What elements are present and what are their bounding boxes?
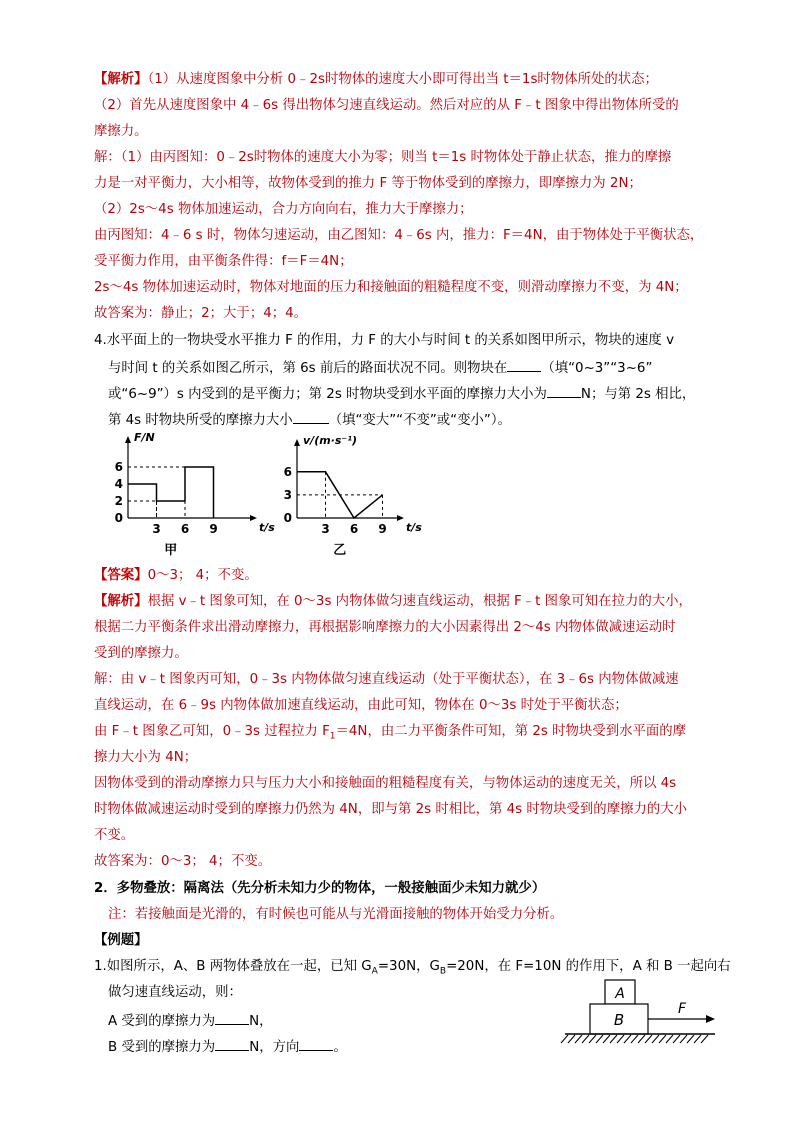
y-tick-label: 2 [114,494,123,508]
question-4-line [108,409,511,431]
solution-line: 解：（1）由丙图知：0﹣2s时物体的速度大小为零；则当 t＝1s 时物体处于静止状态，推力的摩擦 [94,150,672,165]
question-text: 第 4s 时物块所受的摩擦力大小 [108,413,293,428]
y-tick-label: 0 [114,511,123,525]
x-axis-label: t/s [406,521,422,534]
question-1-line [108,1010,273,1032]
question-4-line: 4.水平面上的一物块受水平推力 F 的作用，力 F 的大小与时间 t 的关系如图甲所示，物块的速度 v [94,333,674,348]
section-note: 注：若接触面是光滑的，有时候也可能从与光滑面接触的物体开始受力分析。 [108,907,564,922]
y-tick-label: 4 [114,477,123,491]
y-axis-arrow [294,439,300,446]
solution-line: 由丙图知：4﹣6 s 时，物体匀速运动，由乙图知：4﹣6s 内，推力：F＝4N，由于物体处于平衡状态， [94,228,704,243]
answer-blank[interactable] [215,1036,249,1051]
subscript: 1 [329,731,336,742]
x-tick-label: 6 [180,522,190,536]
question-text: （填“变大”“不变”或“变小”）。 [328,413,511,428]
chart-caption: 乙 [333,543,347,558]
y-tick-label: 6 [283,464,292,479]
question-text: N， [249,1014,273,1029]
answer-label: 【答案】 [94,568,148,583]
stacked-blocks-figure [560,975,720,1050]
hatch-line [610,1035,617,1043]
force-label: F [678,1001,687,1017]
question-text: 1.如图所示，A、B 两物体叠放在一起，已知 G [94,959,372,974]
question-text: N，方向 [249,1040,300,1055]
answer-text: 0～3； 4；不变。 [147,568,258,583]
subscript: A [371,966,378,977]
analysis-text: （2）首先从速度图象中 4﹣6s 得出物体匀速直线运动。然后对应的从 F﹣t 图象中得出物体所受的 [94,98,679,113]
answer-blank[interactable] [215,1010,249,1025]
x-tick-label: 3 [321,522,330,536]
question-text: A 受到的摩擦力为 [108,1014,216,1029]
solution-line: 受平衡力作用，由平衡条件得：f＝F＝4N； [94,254,353,269]
answer-blank[interactable] [507,357,541,372]
ground-hatch [561,1035,708,1043]
force-arrowhead [706,1015,715,1023]
hatch-line [582,1035,589,1043]
hatch-line [645,1035,652,1043]
hatch-line [666,1035,673,1043]
solution-line: 不变。 [94,828,135,843]
y-axis-arrow [125,436,131,443]
x-axis-arrow [250,515,257,521]
analysis-line [94,70,658,90]
y-axis-label: v/(m·s⁻¹) [303,434,358,447]
analysis-line [94,96,679,116]
analysis-text: 摩擦力。 [94,124,148,139]
question-text: =20N，在 F=10N 的作用下，A 和 B 一起向右 [446,959,731,974]
chart-velocity-time [282,430,442,560]
solution-line: 2s～4s 物体加速运动时，物体对地面的压力和接触面的粗糙程度不变，则滑动摩擦力不变，为 4N； [94,280,688,295]
solution-line: 力是一对平衡力，大小相等，故物体受到的推力 F 等于物体受到的摩擦力，即摩擦力为 2N； [94,176,642,191]
question-1-line: 做匀速直线运动，则： [108,985,242,1000]
question-text: 与时间 t 的关系如图乙所示，第 6s 前后的路面状况不同。则物块在 [108,361,508,376]
analysis-line: 根据二力平衡条件求出滑动摩擦力，再根据影响摩擦力的大小因素得出 2～4s 内物体做减速运动时 [94,620,676,635]
analysis-label: 【解析】 [94,594,148,609]
question-text: （填“0~3”“3~6” [541,361,653,376]
x-tick-label: 9 [209,522,218,536]
solution-line: 故答案为：0～3； 4；不变。 [94,854,272,869]
hatch-line [687,1035,694,1043]
hatch-line [603,1035,610,1043]
analysis-text: （1）从速度图象中分析 0﹣2s时物体的速度大小即可得出当 t＝1s时物体所处的状态； [147,72,658,87]
question-text: =30N，G [377,959,440,974]
analysis-line [94,122,148,142]
solution-line [94,722,686,747]
y-axis-label: F/N [134,431,155,444]
example-label: 【例题】 [94,933,148,948]
question-text: B 受到的摩擦力为 [108,1040,216,1055]
block-b-label: B [613,1011,625,1029]
x-tick-label: 3 [152,522,161,536]
hatch-line [652,1035,659,1043]
solution-line: 因物体受到的滑动摩擦力只与压力大小和接触面的粗糙程度有关，与物体运动的速度无关，所以 4s [94,776,677,791]
hatch-line [561,1035,568,1043]
x-tick-label: 9 [378,522,387,536]
hatch-line [589,1035,596,1043]
hatch-line [617,1035,624,1043]
x-axis-label: t/s [259,521,275,534]
hatch-line [694,1035,701,1043]
hatch-line [568,1035,575,1043]
hatch-line [680,1035,687,1043]
hatch-line [575,1035,582,1043]
solution-line: 时物体做减速运动时受到的摩擦力仍然为 4N，即与第 2s 时相比，第 4s 时物块受到的摩擦力的大小 [94,802,688,817]
chart-caption: 甲 [164,543,178,558]
y-tick-label: 0 [283,511,292,525]
answer-line [94,566,258,586]
section-title: 2．多物叠放：隔离法（先分析未知力少的物体，一般接触面少未知力就少） [94,881,546,896]
x-tick-label: 6 [349,522,359,536]
answer-blank[interactable] [293,409,329,424]
hatch-line [624,1035,631,1043]
analysis-line: 受到的摩擦力。 [94,646,188,661]
hatch-line [701,1035,708,1043]
solution-line: 直线运动，在 6﹣9s 内物体做加速直线运动，由此可知，物体在 0～3s 时处于平衡状态； [94,698,628,713]
solution-line: 擦力大小为 4N； [94,750,198,765]
y-tick-label: 3 [283,487,292,502]
y-tick-label: 6 [114,460,123,474]
analysis-label: 【解析】 [94,72,148,87]
analysis-text: 根据 v﹣t 图象可知，在 0～3s 内物体做匀速直线运动，根据 F﹣t 图象可知在拉力的大小， [147,594,692,609]
solution-line: 故答案为：静止；2；大于；4；4。 [94,306,308,321]
question-text: N；与第 2s 相比， [580,387,696,402]
x-axis-arrow [397,515,404,521]
hatch-line [673,1035,680,1043]
solution-line: 解：由 v﹣t 图象丙可知，0﹣3s 内物体做匀速直线运动（处于平衡状态），在 3﹣6s 内物体做减速 [94,672,679,687]
question-4-line [108,357,652,379]
block-a-label: A [615,986,625,1002]
analysis-line [94,592,692,612]
hatch-line [596,1035,603,1043]
question-4-line [108,383,695,405]
solution-text: 由 F﹣t 图象乙可知，0﹣3s 过程拉力 F [94,724,330,739]
series-line [128,467,214,518]
question-text: 或“6~9”）s 内受到的是平衡力；第 2s 时物块受到水平面的摩擦力大小为 [108,387,547,402]
chart-force-time [98,430,276,560]
answer-blank[interactable] [547,383,581,398]
hatch-line [659,1035,666,1043]
hatch-line [631,1035,638,1043]
question-1-line [108,1036,347,1058]
hatch-line [638,1035,645,1043]
question-text: 。 [333,1040,347,1055]
solution-line: （2）2s～4s 物体加速运动，合力方向向右，推力大于摩擦力； [94,202,473,217]
answer-blank[interactable] [299,1036,333,1051]
subscript: B [439,966,447,977]
solution-text: ＝4N，由二力平衡条件可知，第 2s 时物块受到水平面的摩 [335,724,687,739]
